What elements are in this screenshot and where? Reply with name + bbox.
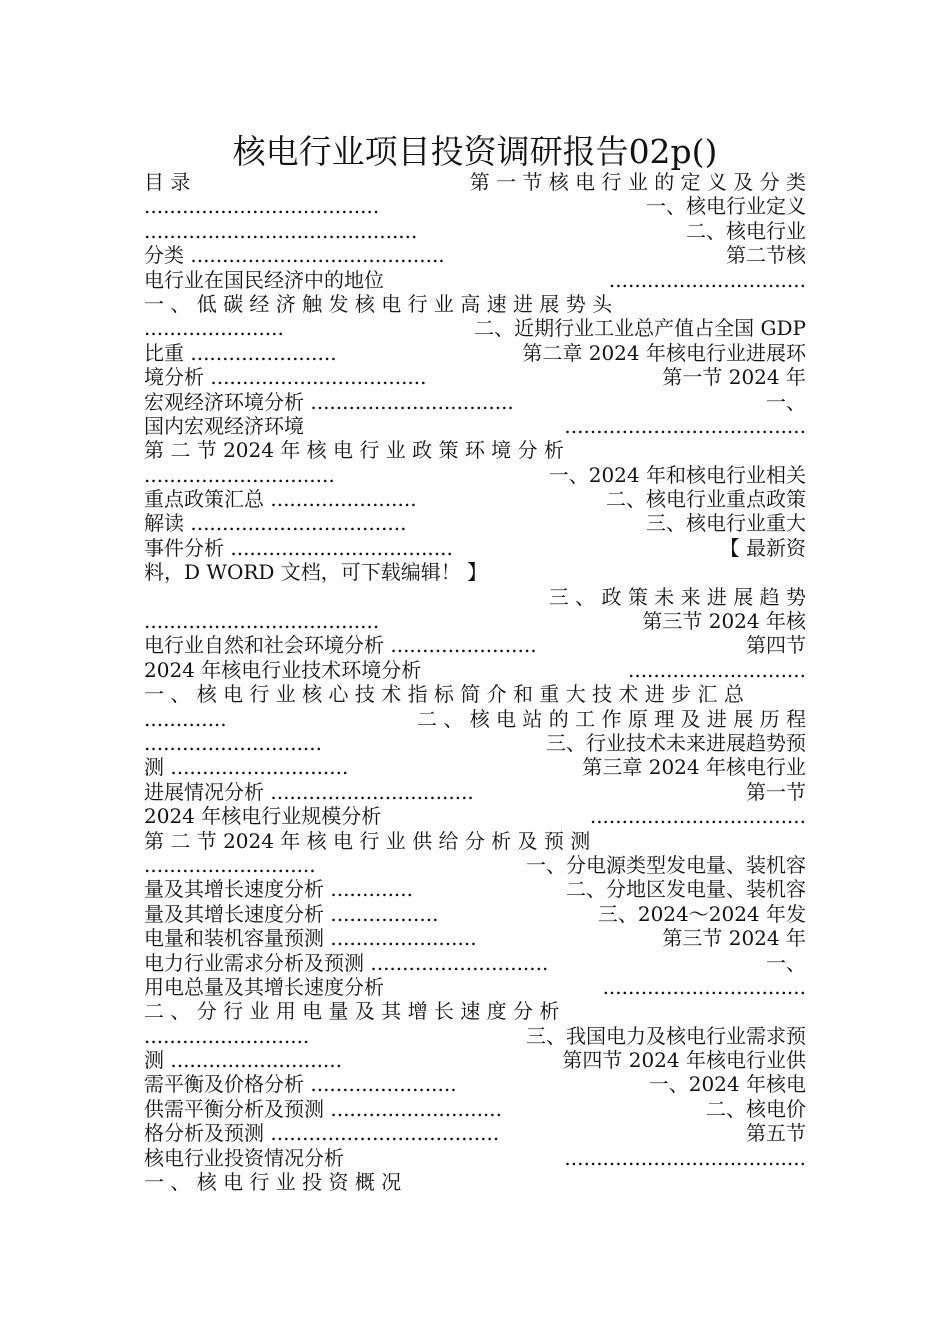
toc-line-right: 一、	[766, 950, 806, 975]
toc-line	[144, 1072, 806, 1096]
toc-line-left: 国内宏观经济环境	[144, 413, 304, 438]
toc-line	[144, 463, 806, 487]
toc-line-right: 三、2024～2024 年发	[597, 901, 806, 926]
toc-line-right: 二 、 核 电 站 的 工 作 原 理 及 进 展 历 程	[416, 706, 806, 731]
toc-line-left: .....................................	[144, 609, 380, 634]
toc-line-right: 一、2024 年和核电行业相关	[548, 462, 806, 487]
toc-line-right: 一、2024 年核电	[648, 1072, 806, 1097]
toc-line-left: 一 、 低 碳 经 济 触 发 核 电 行 业 高 速 进 展 势 头	[144, 291, 613, 316]
toc-line-right: 第三章 2024 年核电行业	[582, 755, 806, 780]
toc-line-left: 二 、 分 行 业 用 电 量 及 其 增 长 速 度 分 析	[144, 999, 560, 1024]
toc-line-right: 二、核电价	[706, 1096, 806, 1121]
toc-line-left: 一 、 核 电 行 业 核 心 技 术 指 标 简 介 和 重 大 技 术 进 步 汇 总	[144, 682, 744, 707]
toc-line	[144, 1097, 806, 1121]
toc-line	[144, 536, 806, 560]
toc-line-right: ......................................	[564, 413, 806, 438]
toc-line	[144, 658, 806, 682]
toc-line-left: 电力行业需求分析及预测 ............................	[144, 950, 549, 975]
toc-line-left: 解读 ..................................	[144, 511, 407, 536]
toc-line-left: ............................	[144, 730, 323, 755]
toc-line-left: 电量和装机容量预测 .......................	[144, 926, 477, 951]
toc-line-right: 第二章 2024 年核电行业进展环	[522, 340, 806, 365]
toc-line	[144, 780, 806, 804]
toc-line	[144, 707, 806, 731]
toc-line	[144, 414, 806, 438]
toc-line-left: 2024 年核电行业规模分析	[144, 804, 382, 829]
toc-line	[144, 1170, 806, 1194]
toc-line	[144, 902, 806, 926]
toc-line	[144, 1048, 806, 1072]
toc-line	[144, 1024, 806, 1048]
toc-line	[144, 292, 806, 316]
toc-line	[144, 1121, 806, 1145]
toc-line	[144, 268, 806, 292]
toc-line	[144, 511, 806, 535]
document-title: 核电行业项目投资调研报告02p()	[232, 132, 718, 171]
toc-line-right: ..................................	[589, 804, 806, 829]
toc-line-left: 需平衡及价格分析 .......................	[144, 1072, 457, 1097]
toc-line	[144, 853, 806, 877]
toc-line-left: .............	[144, 706, 227, 731]
toc-line	[144, 585, 806, 609]
toc-line-right: ................................	[602, 974, 806, 999]
toc-line-right: 二、分地区发电量、装机容	[566, 877, 806, 902]
toc-line	[144, 438, 806, 462]
toc-line-right: 第四节 2024 年核电行业供	[562, 1048, 806, 1073]
toc-line	[144, 365, 806, 389]
toc-line-right: ............................	[627, 657, 806, 682]
toc-line-left: 事件分析 ...................................	[144, 535, 453, 560]
toc-line	[144, 951, 806, 975]
toc-line-left: 比重 .......................	[144, 340, 337, 365]
toc-line	[144, 755, 806, 779]
toc-line-right: 一、	[766, 389, 806, 414]
toc-line	[144, 487, 806, 511]
toc-line-left: 2024 年核电行业技术环境分析	[144, 657, 422, 682]
toc-line-right: 第四节	[746, 633, 806, 658]
toc-line	[144, 341, 806, 365]
toc-line-right: 第三节 2024 年	[662, 926, 806, 951]
toc-line-left: 量及其增长速度分析 .............	[144, 877, 414, 902]
toc-line-left: 第 二 节 2024 年 核 电 行 业 政 策 环 境 分 析	[144, 438, 564, 463]
toc-line-left: 量及其增长速度分析 .................	[144, 901, 439, 926]
toc-line-right: 第一节	[746, 779, 806, 804]
toc-line-left: 第 二 节 2024 年 核 电 行 业 供 给 分 析 及 预 测	[144, 828, 591, 853]
toc-line-left: 进展情况分析 ................................	[144, 779, 474, 804]
toc-line-left: 料，D WORD 文档，可下载编辑！ 】	[144, 560, 488, 585]
toc-line	[144, 926, 806, 950]
toc-line	[144, 560, 806, 584]
toc-line	[144, 609, 806, 633]
toc-line-right: 三、我国电力及核电行业需求预	[526, 1023, 806, 1048]
toc-line-right: 第五节	[746, 1121, 806, 1146]
toc-line	[144, 829, 806, 853]
toc-line-right: 三 、 政 策 未 来 进 展 趋 势	[548, 584, 806, 609]
toc-line-left: 测 ............................	[144, 755, 349, 780]
toc-line-right: 一、核电行业定义	[646, 194, 806, 219]
toc-line	[144, 243, 806, 267]
toc-line-right: 三、核电行业重大	[646, 511, 806, 536]
toc-line-right: ......................................	[564, 1145, 806, 1170]
toc-line	[144, 877, 806, 901]
toc-line-left: .....................................	[144, 194, 380, 219]
toc-line	[144, 219, 806, 243]
toc-line	[144, 975, 806, 999]
toc-line-right: 一、分电源类型发电量、装机容	[526, 852, 806, 877]
toc-line-left: 分类 ........................................	[144, 243, 445, 268]
toc-line	[144, 194, 806, 218]
toc-line-left: 核电行业投资情况分析	[144, 1145, 344, 1170]
toc-line-left: 电行业自然和社会环境分析 .......................	[144, 633, 537, 658]
toc-line-right: 第 一 节 核 电 行 业 的 定 义 及 分 类	[469, 170, 806, 194]
toc-line-left: 供需平衡分析及预测 ...........................	[144, 1096, 503, 1121]
toc-line-left: 测 ...........................	[144, 1048, 343, 1073]
toc-line-left: 宏观经济环境分析 ................................	[144, 389, 514, 414]
toc-line	[144, 804, 806, 828]
toc-line-right: 三、行业技术未来进展趋势预	[546, 730, 806, 755]
toc-line	[144, 999, 806, 1023]
toc-line	[144, 731, 806, 755]
toc-line-left: ..........................	[144, 1023, 310, 1048]
toc-line-right: ...............................	[608, 267, 806, 292]
toc-line	[144, 390, 806, 414]
toc-line-right: 第一节 2024 年	[662, 365, 806, 390]
toc-line-left: ......................	[144, 316, 284, 341]
toc-line-left: 一 、 核 电 行 业 投 资 概 况	[144, 1170, 402, 1195]
toc-line-left: 重点政策汇总 .......................	[144, 487, 417, 512]
toc-line-left: 格分析及预测 ....................................	[144, 1121, 500, 1146]
toc-line-left: 用电总量及其增长速度分析	[144, 974, 384, 999]
toc-line-right: 【 最新资	[719, 535, 806, 560]
toc-line-left: ...........................................	[144, 218, 418, 243]
toc-line-right: 二、核电行业重点政策	[606, 487, 806, 512]
toc-line-left: 境分析 ..................................	[144, 365, 427, 390]
toc-line-right: 第三节 2024 年核	[642, 609, 806, 634]
toc-line-left: 电行业在国民经济中的地位	[144, 267, 384, 292]
toc-line	[144, 682, 806, 706]
toc-line-left: ..............................	[144, 462, 335, 487]
toc-line	[144, 633, 806, 657]
table-of-contents	[144, 170, 806, 1194]
toc-line	[144, 316, 806, 340]
toc-line-left: ...........................	[144, 852, 316, 877]
toc-line	[144, 170, 806, 194]
toc-line-left: 目 录	[144, 170, 191, 194]
toc-line-right: 二、近期行业工业总产值占全国 GDP	[474, 316, 806, 341]
toc-line-right: 二、核电行业	[686, 218, 806, 243]
toc-line-right: 第二节核	[726, 243, 806, 268]
toc-line	[144, 1146, 806, 1170]
